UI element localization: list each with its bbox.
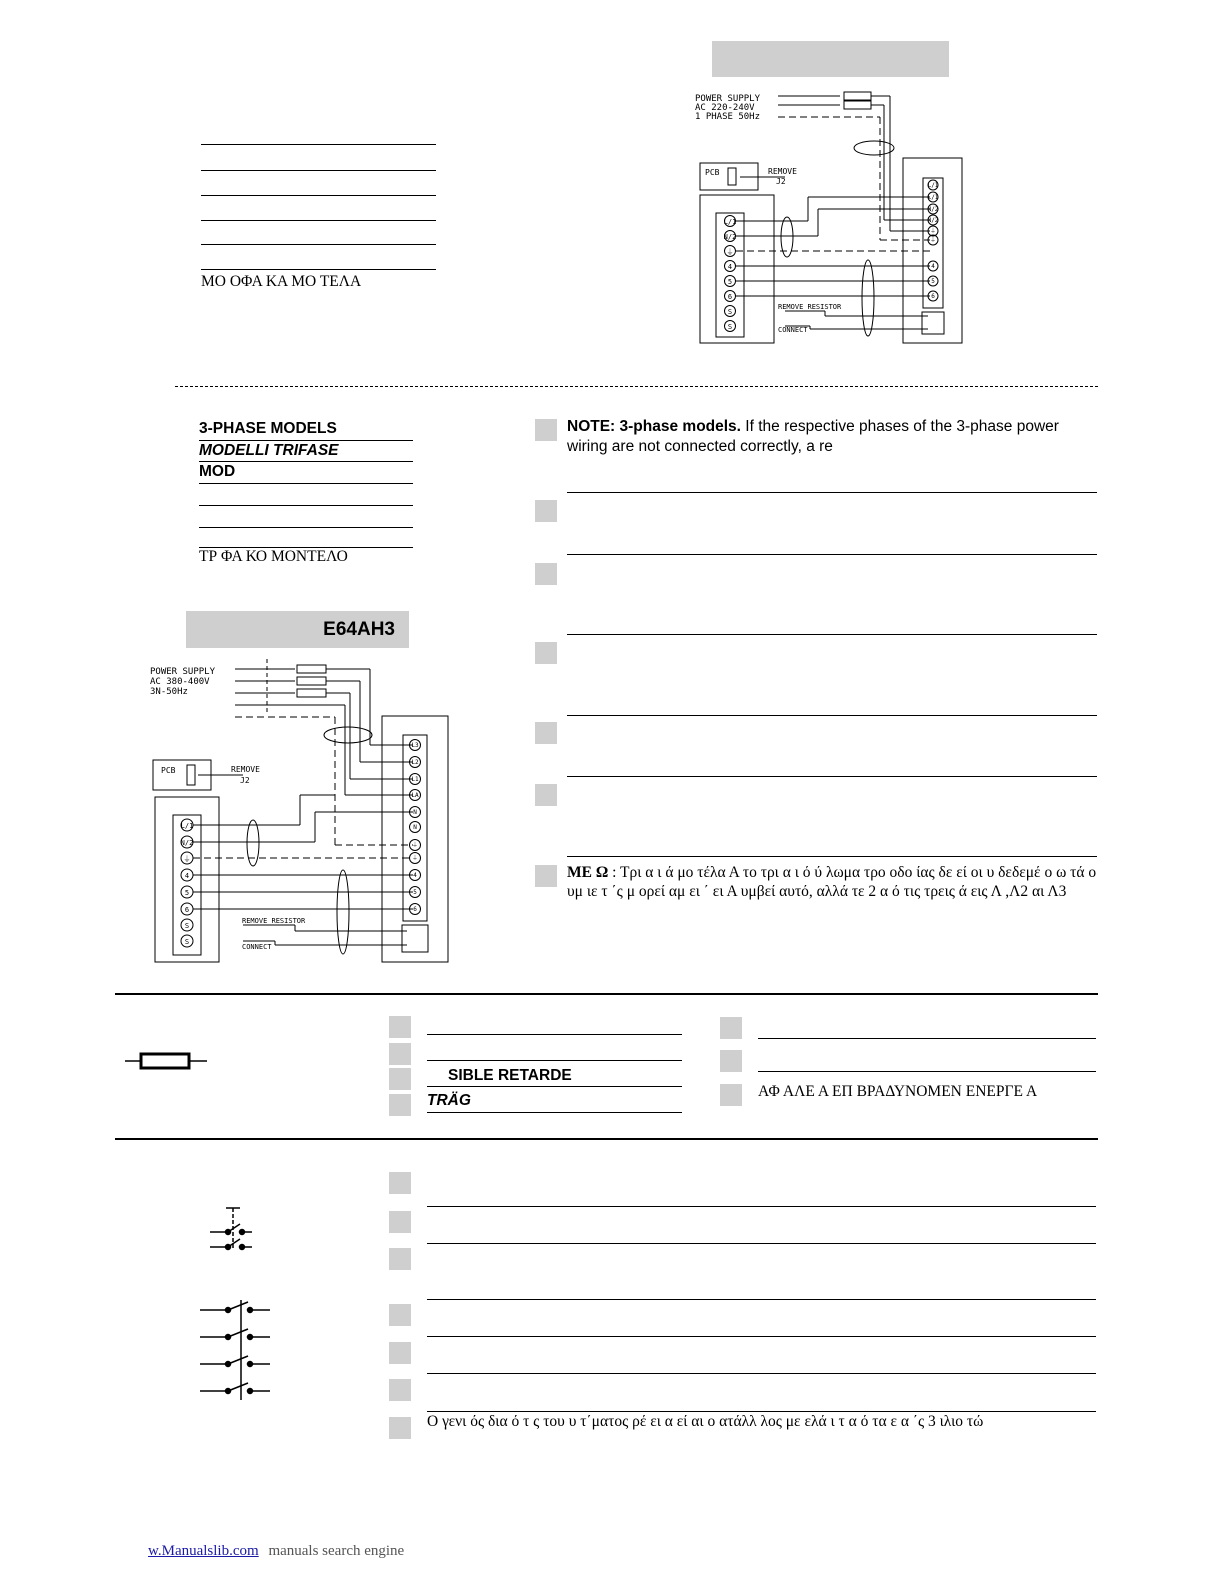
outdoor-terminal: 5 xyxy=(931,278,935,285)
language-marker xyxy=(389,1248,411,1270)
fuse-label-de: TRÄG xyxy=(427,1092,471,1109)
outdoor-terminal: ⏚ xyxy=(411,842,419,849)
j2-label: J2 xyxy=(776,177,786,186)
supply-line-2: AC 380-400V xyxy=(150,677,210,687)
language-marker xyxy=(535,865,557,887)
outdoor-terminal: ⏚ xyxy=(929,237,937,244)
language-marker xyxy=(389,1211,411,1233)
indoor-terminal: S xyxy=(727,308,733,316)
note-greek-text: : Τρι α ι ά μο τέλα Α το τρι α ι ό ύ λωμα τρο οδο ίας δε εί οι υ δεδεμέ ο ω τά ο υμ ιε τ ΄ς μ ορεί αμ ει ΄ ει Α υμβεί αυτό, αλλά τε 2 α ό τις τρεις ά εις Λ ,Λ2 αι Λ3 xyxy=(567,864,1097,900)
outdoor-terminal: N/2 xyxy=(927,206,939,213)
indoor-terminal: N/2 xyxy=(723,233,737,241)
switch-note-greek: Ο γενι ός δια ό τ ς του υ τ΄ματος ρέ ει α εί αι ο ατάλλ λος με ελά ι τ α ό τα ε α ΄ς 3 ιλιο τώ xyxy=(427,1413,984,1430)
language-marker xyxy=(720,1050,742,1072)
indoor-terminal: S xyxy=(727,323,733,331)
language-marker xyxy=(389,1068,411,1090)
indoor-terminal: L/1 xyxy=(180,822,194,830)
language-marker xyxy=(389,1094,411,1116)
three-phase-label-en: 3-PHASE MODELS xyxy=(199,420,337,437)
three-phase-label-it: MODELLI TRIFASE xyxy=(199,442,339,459)
model-code: E64AH3 xyxy=(323,619,395,640)
outdoor-terminal: ⏚ xyxy=(411,855,419,862)
three-phase-greek-label: ΤΡ ΦΑ ΚΟ ΜΟΝΤΕΛΟ xyxy=(199,548,348,565)
supply-line-1: POWER SUPPLY xyxy=(695,94,761,104)
supply-line-3: 1 PHASE 50Hz xyxy=(695,112,761,122)
outdoor-terminal: L3 xyxy=(411,742,419,749)
indoor-terminal: 4 xyxy=(184,872,190,880)
footer-text: manuals search engine xyxy=(268,1543,405,1559)
indoor-terminal: 6 xyxy=(727,293,733,301)
language-marker xyxy=(389,1016,411,1038)
single-phase-wiring-diagram xyxy=(690,85,970,350)
pcb-label: PCB xyxy=(705,168,720,177)
language-marker xyxy=(535,563,557,585)
outdoor-terminal: LA xyxy=(411,792,419,799)
outdoor-terminal: 5 xyxy=(413,889,417,896)
j2-label: J2 xyxy=(240,776,250,785)
fuse-section-bottom-rule xyxy=(115,1138,1098,1140)
fuse-label-fr: SIBLE RETARDE xyxy=(448,1067,572,1084)
language-marker xyxy=(535,419,557,441)
three-pole-switch-icon xyxy=(198,1298,278,1402)
fuse-section-top-rule xyxy=(115,993,1098,995)
indoor-terminal: S xyxy=(184,922,190,930)
outdoor-terminal: 4 xyxy=(413,872,417,879)
supply-line-2: AC 220-240V xyxy=(695,103,755,113)
footer xyxy=(126,1543,404,1560)
indoor-terminal: ⏚ xyxy=(183,855,191,863)
indoor-terminal: 5 xyxy=(184,889,190,897)
single-pole-switch-icon xyxy=(200,1200,270,1260)
fuse-label-gr: ΑΦ ΑΛΕ Α ΕΠ ΒΡΑΔΥΝΟΜΕΝ ΕΝΕΡΓΕ Α xyxy=(758,1083,1038,1100)
language-marker xyxy=(535,784,557,806)
language-marker xyxy=(389,1043,411,1065)
indoor-terminal: L/1 xyxy=(723,218,737,226)
language-marker xyxy=(535,500,557,522)
language-marker xyxy=(389,1417,411,1439)
language-marker xyxy=(535,642,557,664)
indoor-terminal: 5 xyxy=(727,278,733,286)
outdoor-terminal: N/2 xyxy=(927,217,939,224)
pcb-label: PCB xyxy=(161,766,176,775)
language-marker xyxy=(389,1342,411,1364)
remove-resistor-label: REMOVE RESISTOR xyxy=(778,303,842,311)
manualslib-link[interactable]: w.Manualslib.com xyxy=(148,1543,259,1559)
indoor-terminal: 6 xyxy=(184,906,190,914)
outdoor-terminal: 6 xyxy=(931,293,935,300)
indoor-terminal: ⏚ xyxy=(726,248,734,256)
outdoor-terminal: L1 xyxy=(411,776,419,783)
note-english-text: If the respective phases of the 3-phase power wiring are not connected correctly, a re xyxy=(567,418,1059,455)
language-marker xyxy=(535,722,557,744)
three-phase-label-mod: MOD xyxy=(199,463,236,480)
indoor-terminal: N/2 xyxy=(180,839,194,847)
outdoor-terminal: L2 xyxy=(411,759,419,766)
three-phase-wiring-diagram xyxy=(145,655,455,967)
note-english-bold: NOTE: 3-phase models. xyxy=(567,418,741,435)
remove-resistor-label: REMOVE RESISTOR xyxy=(242,917,306,925)
note-greek-bold: ΜΕ Ω xyxy=(567,864,609,881)
connect-label: CONNECT xyxy=(778,326,808,334)
note-english xyxy=(567,417,1097,457)
fuse-icon xyxy=(125,1050,207,1072)
single-phase-model-header xyxy=(712,41,949,77)
outdoor-terminal: N xyxy=(413,824,417,831)
outdoor-terminal: 6 xyxy=(413,906,417,913)
language-marker xyxy=(389,1172,411,1194)
outdoor-terminal: L/1 xyxy=(927,182,939,189)
language-marker xyxy=(720,1084,742,1106)
three-phase-model-header xyxy=(186,611,409,648)
language-marker xyxy=(720,1017,742,1039)
language-marker xyxy=(389,1379,411,1401)
remove-label: REMOVE xyxy=(768,167,797,176)
outdoor-terminal: N xyxy=(413,809,417,816)
section-divider-dashed xyxy=(175,386,1098,387)
note-greek xyxy=(567,863,1097,901)
remove-label: REMOVE xyxy=(231,765,260,774)
supply-line-3: 3N-50Hz xyxy=(150,687,188,697)
outdoor-terminal: 4 xyxy=(931,263,935,270)
indoor-terminal: 4 xyxy=(727,263,733,271)
indoor-terminal: S xyxy=(184,938,190,946)
outdoor-terminal: ⏚ xyxy=(929,228,937,235)
outdoor-terminal: L/1 xyxy=(927,194,939,201)
language-marker xyxy=(389,1304,411,1326)
connect-label: CONNECT xyxy=(242,943,272,951)
single-phase-greek-label: ΜΟ ΟΦΑ ΚΑ ΜΟ ΤΕΛΑ xyxy=(201,273,362,290)
supply-line-1: POWER SUPPLY xyxy=(150,667,216,677)
